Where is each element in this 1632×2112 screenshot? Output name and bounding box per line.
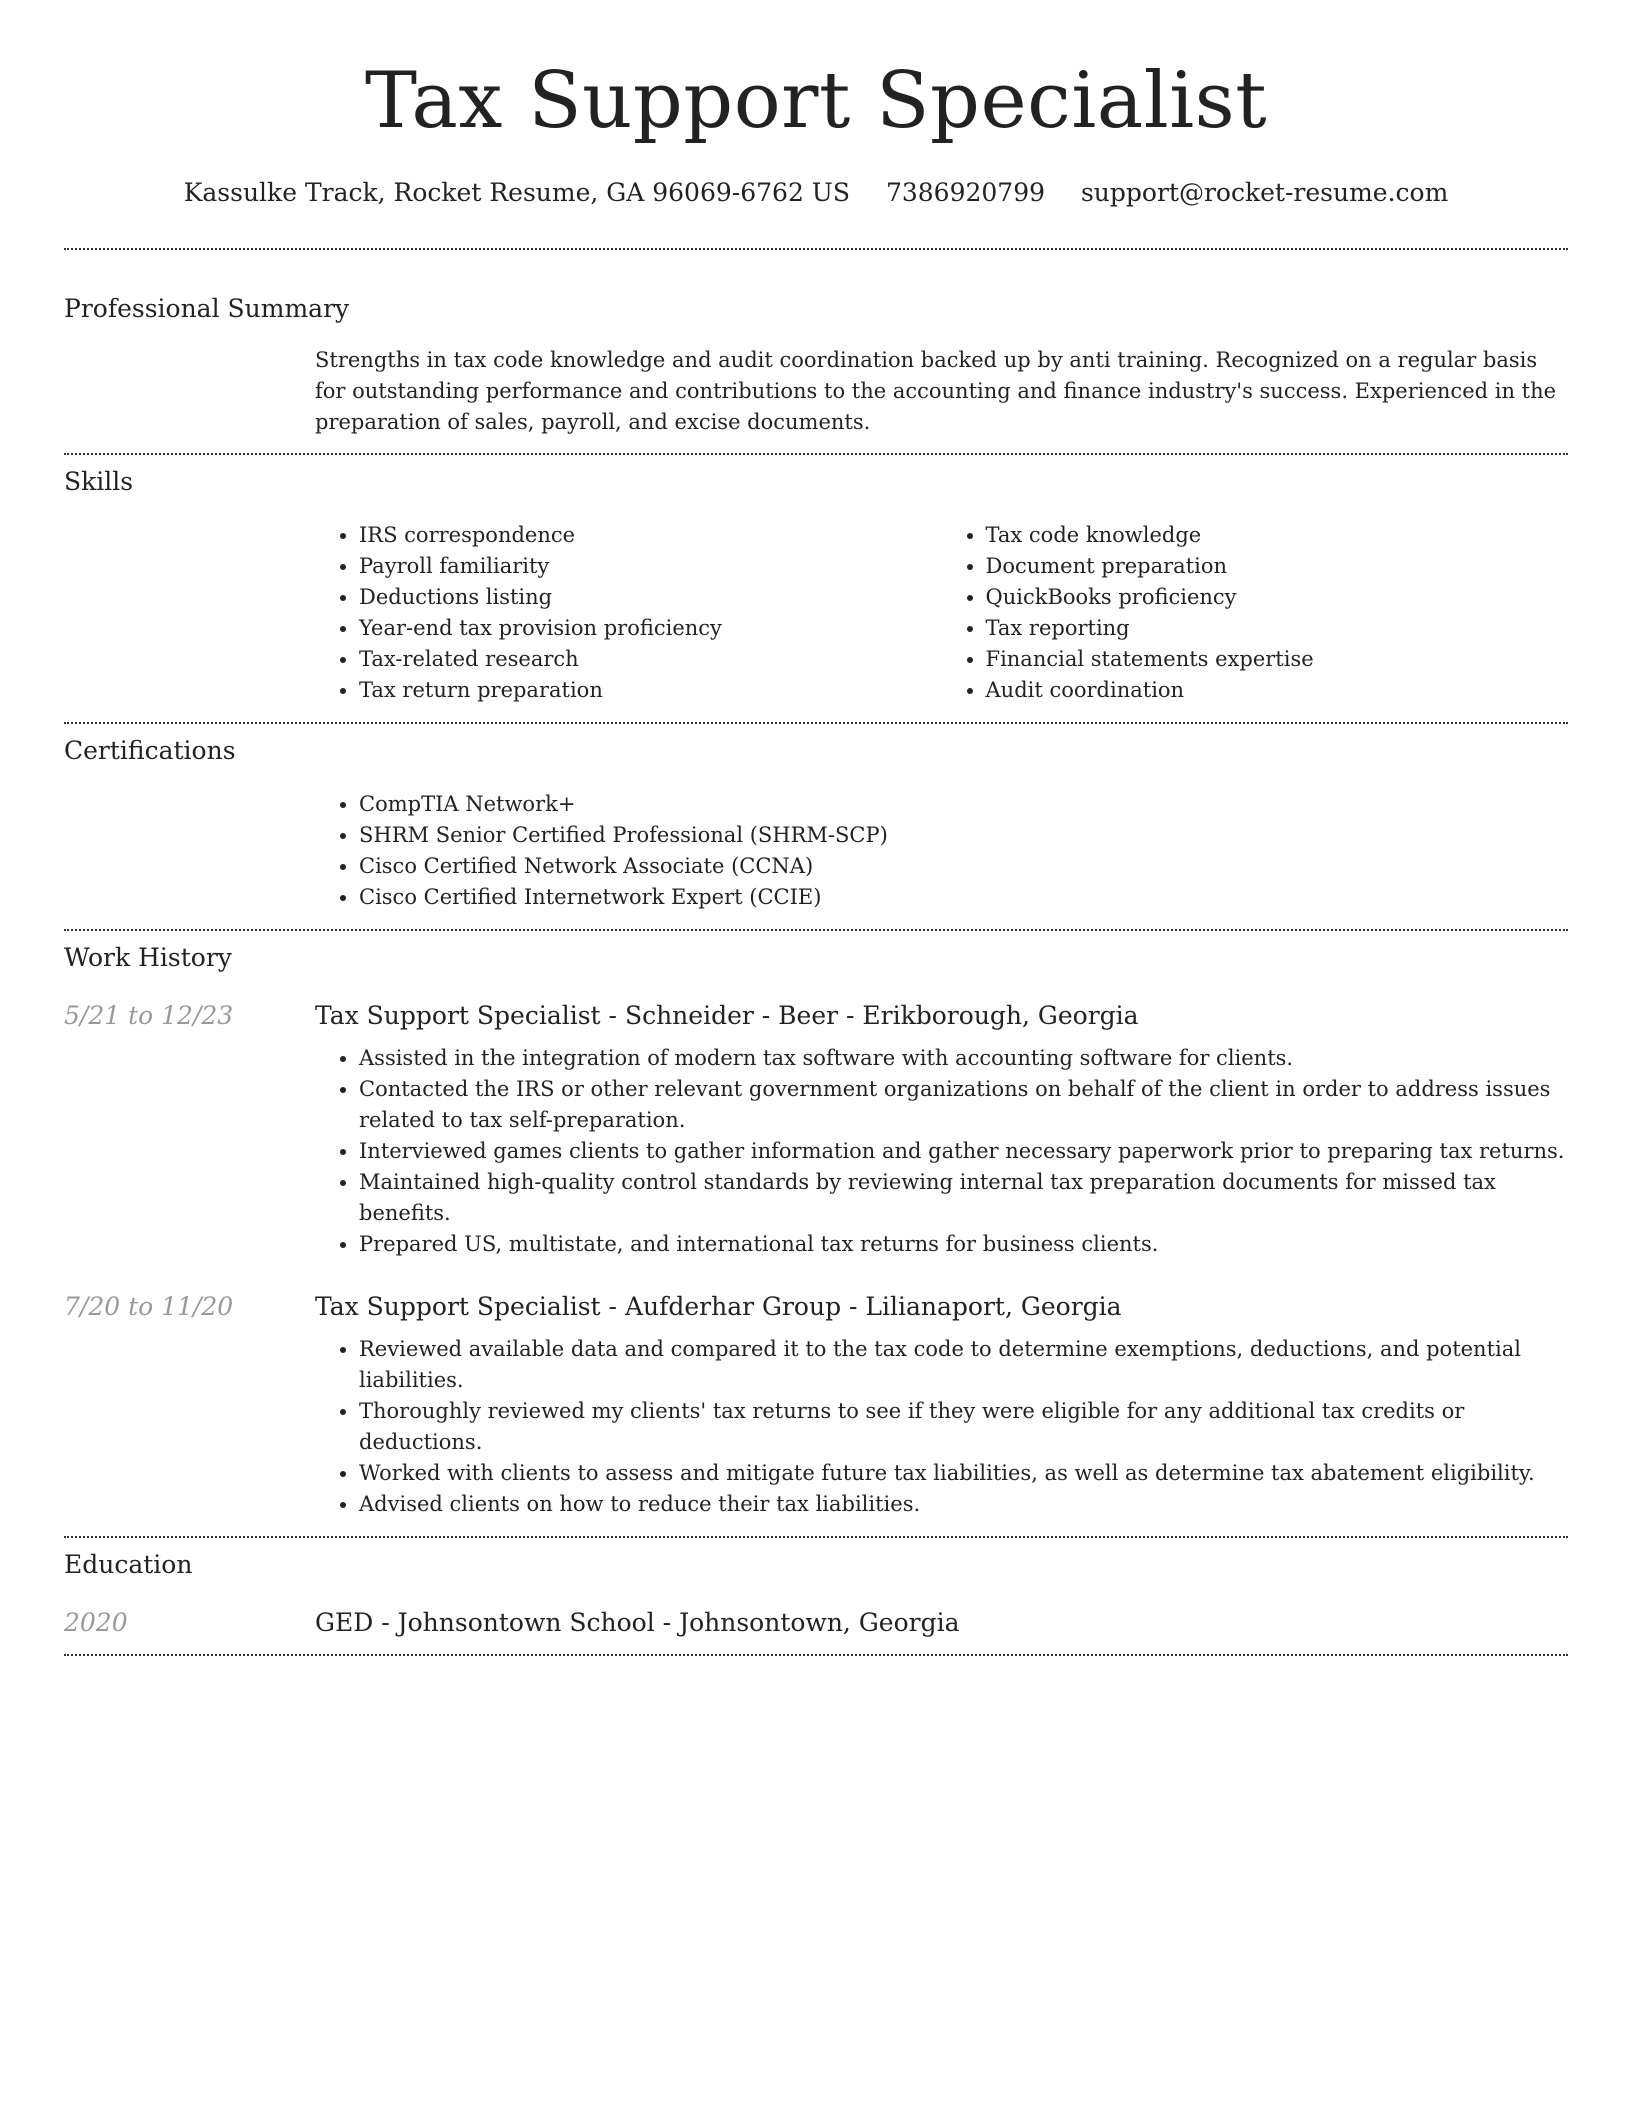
skill-item: • Financial statements expertise	[986, 644, 1569, 675]
job-bullet: • Prepared US, multistate, and international tax returns for business clients.	[359, 1229, 1584, 1260]
divider	[64, 722, 1568, 724]
job-entry	[64, 1292, 1568, 1520]
contact-address: Kassulke Track, Rocket Resume, GA 96069-6762 US	[183, 178, 850, 207]
certification-item: • SHRM Senior Certified Professional (SHRM-SCP)	[359, 820, 1568, 851]
job-bullet: • Interviewed games clients to gather information and gather necessary paperwork prior to preparing tax returns.	[359, 1136, 1584, 1167]
education-title: Education	[64, 1550, 193, 1579]
job-bullet: • Advised clients on how to reduce their tax liabilities.	[359, 1489, 1584, 1520]
certification-item: • CompTIA Network+	[359, 789, 1568, 820]
work-history-title: Work History	[64, 943, 232, 972]
skills-list-left	[315, 520, 942, 706]
divider	[64, 453, 1568, 455]
summary-section	[64, 294, 1568, 438]
certification-item: • Cisco Certified Internetwork Expert (CCIE)	[359, 882, 1568, 913]
job-bullet: • Assisted in the integration of modern tax software with accounting software for clients.	[359, 1043, 1584, 1074]
job-bullet: • Worked with clients to assess and mitigate future tax liabilities, as well as determine tax abatement eligibility.	[359, 1458, 1584, 1489]
skill-item: • Tax return preparation	[359, 675, 942, 706]
certifications-title: Certifications	[64, 736, 236, 765]
education-entry	[64, 1608, 1568, 1638]
work-history-section	[64, 943, 1568, 1520]
job-bullet: • Thoroughly reviewed my clients' tax returns to see if they were eligible for any additional tax credits or deductions.	[359, 1396, 1584, 1458]
contact-phone: 7386920799	[885, 178, 1046, 207]
summary-title: Professional Summary	[64, 294, 350, 323]
job-entry	[64, 1001, 1568, 1260]
divider	[64, 929, 1568, 931]
job-bullet: • Reviewed available data and compared it to the tax code to determine exemptions, deductions, and potential liabilities.	[359, 1334, 1584, 1396]
skill-item: • Document preparation	[986, 551, 1569, 582]
job-heading: Tax Support Specialist - Aufderhar Group - Lilianaport, Georgia	[315, 1292, 1122, 1321]
resume-page	[64, 0, 1568, 1656]
job-dates: 5/21 to 12/23	[64, 1001, 234, 1030]
job-dates: 7/20 to 11/20	[64, 1292, 234, 1321]
skill-item: • IRS correspondence	[359, 520, 942, 551]
divider	[64, 248, 1568, 250]
skill-item: • Tax reporting	[986, 613, 1569, 644]
skills-list-right	[942, 520, 1569, 706]
job-bullet-list	[315, 1334, 1584, 1520]
job-heading: Tax Support Specialist - Schneider - Beer - Erikborough, Georgia	[315, 1001, 1139, 1030]
certification-item: • Cisco Certified Network Associate (CCNA)	[359, 851, 1568, 882]
education-section	[64, 1550, 1568, 1638]
certifications-section	[64, 736, 1568, 913]
skill-item: • Tax-related research	[359, 644, 942, 675]
education-heading: GED - Johnsontown School - Johnsontown, Georgia	[315, 1608, 960, 1637]
job-bullet: • Maintained high-quality control standards by reviewing internal tax preparation documents for missed tax benefits.	[359, 1167, 1584, 1229]
skills-title: Skills	[64, 467, 134, 496]
skill-item: • Deductions listing	[359, 582, 942, 613]
divider	[64, 1654, 1568, 1656]
summary-text: Strengths in tax code knowledge and audit coordination backed up by anti training. Recognized on a regular basis for outstanding performance and contributions to the accounting and finance industry's success. Experienced in the preparation of sales, payroll, and excise documents.	[315, 348, 1557, 434]
skill-item: • Tax code knowledge	[986, 520, 1569, 551]
contact-line	[64, 178, 1568, 208]
skill-item: • QuickBooks proficiency	[986, 582, 1569, 613]
skill-item: • Audit coordination	[986, 675, 1569, 706]
divider	[64, 1536, 1568, 1538]
skills-section	[64, 467, 1568, 706]
education-year: 2020	[64, 1608, 128, 1637]
candidate-name: Tax Support Specialist	[364, 56, 1268, 146]
job-bullet: • Contacted the IRS or other relevant government organizations on behalf of the client in order to address issues related to tax self-preparation.	[359, 1074, 1584, 1136]
certifications-list	[315, 789, 1568, 913]
job-bullet-list	[315, 1043, 1584, 1260]
skill-item: • Year-end tax provision proficiency	[359, 613, 942, 644]
contact-email: support@rocket-resume.com	[1080, 178, 1449, 207]
skill-item: • Payroll familiarity	[359, 551, 942, 582]
